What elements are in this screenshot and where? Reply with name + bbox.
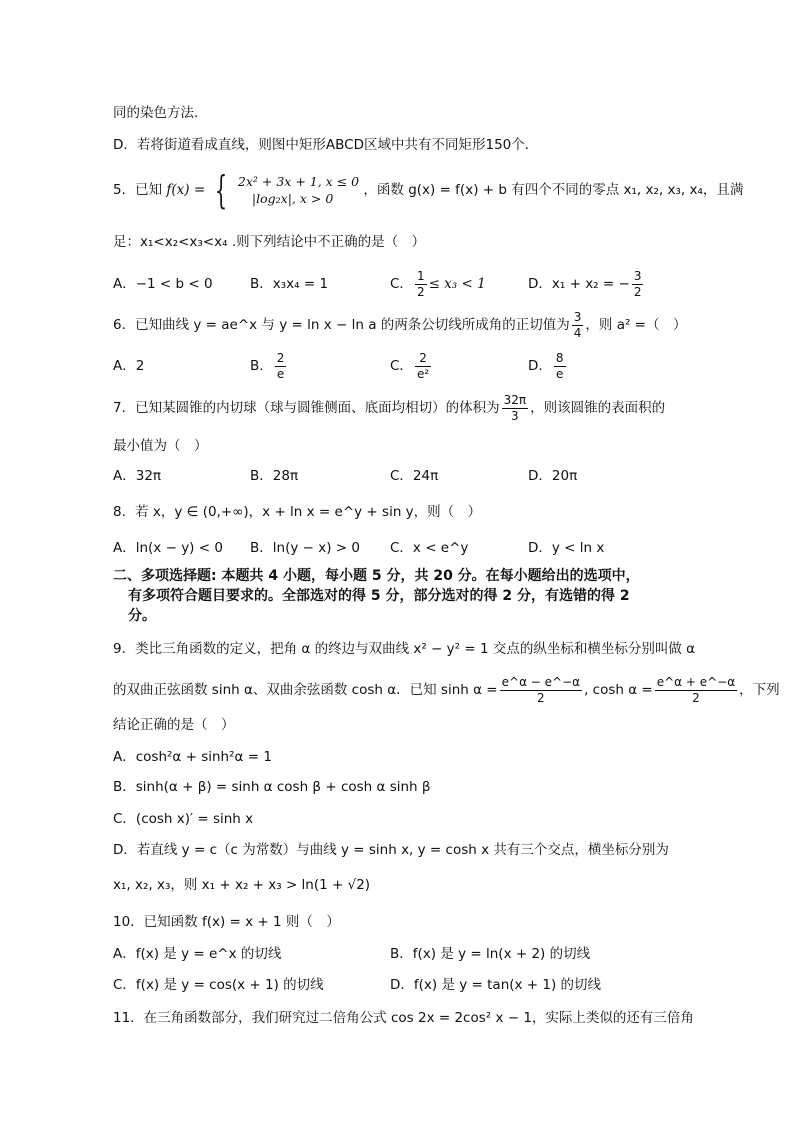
numerator: 8 bbox=[555, 350, 564, 365]
question-11: 11．在三角函数部分，我们研究过二倍角公式 cos 2x = 2cos² x − 1，实际上类似的还有三倍角 bbox=[113, 1010, 694, 1026]
q7-option-c: C．24π bbox=[390, 468, 439, 484]
fraction bbox=[655, 675, 737, 706]
question-8: 8．若 x，y ∈ (0,+∞)，x + ln x = e^y + sin y，则（ ） bbox=[113, 504, 482, 520]
q6-option-b bbox=[250, 348, 288, 384]
q10-option-b: B．f(x) 是 y = ln(x + 2) 的切线 bbox=[390, 946, 591, 962]
q6-b-label: B． bbox=[250, 358, 273, 374]
q5-label: 5．已知 bbox=[113, 182, 163, 198]
numerator: 2 bbox=[276, 350, 285, 365]
fraction bbox=[415, 351, 431, 382]
q9-def-end: ，下列 bbox=[739, 682, 780, 698]
q6-option-c bbox=[390, 348, 433, 384]
denominator: e bbox=[276, 366, 285, 381]
q9-option-a: A．cosh²α + sinh²α = 1 bbox=[113, 749, 272, 765]
q5-case-1: 2x² + 3x + 1, x ≤ 0 bbox=[237, 174, 360, 189]
q6-question: ，则 a² =（ ） bbox=[585, 317, 687, 333]
numerator: 1 bbox=[416, 268, 425, 283]
denominator: 2 bbox=[537, 690, 545, 705]
q9-option-c: C．(cosh x)′ = sinh x bbox=[113, 811, 254, 827]
q8-option-b: B．ln(y − x) > 0 bbox=[250, 540, 360, 556]
piecewise-cases bbox=[238, 173, 359, 207]
q5-option-b: B．x₃x₄ = 1 bbox=[250, 276, 329, 292]
numerator: 3 bbox=[633, 268, 642, 283]
q7-option-d: D．20π bbox=[528, 468, 578, 484]
fraction bbox=[554, 351, 566, 382]
q10-option-c: C．f(x) 是 y = cos(x + 1) 的切线 bbox=[113, 977, 324, 993]
question-9: 9．类比三角函数的定义，把角 α 的终边与双曲线 x² − y² = 1 交点的纵坐标和横坐标分别叫做 α bbox=[113, 641, 696, 657]
q9-def-mid: , cosh α = bbox=[584, 682, 653, 698]
section-2-header-line-1: 二、多项选择题: 本题共 4 小题，每小题 5 分，共 20 分。在每小题给出的选项中， bbox=[113, 568, 640, 584]
q5-c-label: C． bbox=[390, 276, 413, 292]
q5-continuation: 足：x₁<x₂<x₃<x₄ .则下列结论中不正确的是（ ） bbox=[113, 234, 426, 250]
denominator: 3 bbox=[511, 408, 519, 423]
denominator: 2 bbox=[416, 284, 425, 299]
q7-option-b: B．28π bbox=[250, 468, 299, 484]
q5-c-text: ≤ x₃ < 1 bbox=[428, 276, 486, 292]
denominator: 2 bbox=[692, 690, 700, 705]
fraction bbox=[502, 393, 529, 424]
q6-statement: 6．已知曲线 y = ae^x 与 y = ln x − ln a 的两条公切线所成角的正切值为 bbox=[113, 317, 570, 333]
q9-definition bbox=[113, 672, 780, 708]
q9-question: 结论正确的是（ ） bbox=[113, 717, 235, 733]
q5-d-text: D．x₁ + x₂ = − bbox=[528, 276, 630, 292]
q5-case-2: |log₂x|, x > 0 bbox=[251, 191, 334, 206]
numerator: 3 bbox=[573, 309, 582, 324]
fraction bbox=[572, 310, 584, 341]
q8-option-d: D．y < ln x bbox=[528, 540, 605, 556]
q7-statement-end: ，则该圆锥的表面积的 bbox=[530, 400, 666, 416]
q6-c-label: C． bbox=[390, 358, 413, 374]
section-2-header-line-3: 分。 bbox=[128, 608, 156, 624]
denominator: e bbox=[556, 366, 564, 381]
q7-statement: 7．已知某圆锥的内切球（球与圆锥侧面、底面均相切）的体积为 bbox=[113, 400, 500, 416]
q5-function-name: f(x) = bbox=[166, 182, 206, 198]
q10-option-a: A．f(x) 是 y = e^x 的切线 bbox=[113, 946, 282, 962]
q6-d-label: D． bbox=[528, 358, 552, 374]
numerator: e^α + e^−α bbox=[656, 674, 736, 689]
q8-option-c: C．x < e^y bbox=[390, 540, 469, 556]
question-7 bbox=[113, 390, 665, 426]
q7-continuation: 最小值为（ ） bbox=[113, 438, 208, 454]
q5-option-c bbox=[390, 266, 486, 302]
q9-option-d: D．若直线 y = c（c 为常数）与曲线 y = sinh x, y = cosh x 共有三个交点，横坐标分别为 bbox=[113, 842, 669, 858]
q5-statement: ，函数 g(x) = f(x) + b 有四个不同的零点 x₁, x₂, x₃, x₄，且满 bbox=[363, 182, 744, 198]
denominator: 2 bbox=[633, 284, 642, 299]
section-2-header-line-2: 有多项符合题目要求的。全部选对的得 5 分，部分选对的得 2 分，有选错的得 2 bbox=[128, 588, 630, 604]
q8-option-a: A．ln(x − y) < 0 bbox=[113, 540, 223, 556]
q6-option-a: A．2 bbox=[113, 358, 145, 374]
option-d-previous: D．若将街道看成直线，则图中矩形ABCD区域中共有不同矩形150个． bbox=[113, 137, 539, 153]
q9-def-text: 的双曲正弦函数 sinh α、双曲余弦函数 cosh α．已知 sinh α = bbox=[113, 682, 498, 698]
question-5 bbox=[113, 168, 743, 212]
q7-option-a: A．32π bbox=[113, 468, 162, 484]
numerator: e^α − e^−α bbox=[501, 674, 581, 689]
fraction bbox=[632, 269, 644, 300]
q5-option-a: A．−1 < b < 0 bbox=[113, 276, 213, 292]
numerator: 2 bbox=[415, 351, 431, 367]
q6-option-d bbox=[528, 348, 568, 384]
denominator: 4 bbox=[573, 325, 582, 340]
q5-option-d bbox=[528, 266, 645, 302]
fraction bbox=[415, 269, 427, 300]
denominator: e² bbox=[416, 366, 430, 381]
q9-option-d-continued: x₁, x₂, x₃，则 x₁ + x₂ + x₃ > ln(1 + √2) bbox=[113, 877, 371, 893]
question-6 bbox=[113, 307, 687, 343]
q10-option-d: D．f(x) 是 y = tan(x + 1) 的切线 bbox=[390, 977, 602, 993]
fraction bbox=[500, 675, 582, 706]
numerator: 32π bbox=[503, 392, 527, 407]
q9-option-b: B．sinh(α + β) = sinh α cosh β + cosh α sinh β bbox=[113, 779, 431, 795]
fraction bbox=[275, 351, 287, 382]
text-line: 同的染色方法． bbox=[113, 105, 208, 121]
question-10: 10．已知函数 f(x) = x + 1 则（ ） bbox=[113, 914, 340, 930]
piecewise-brace: { bbox=[215, 168, 228, 212]
